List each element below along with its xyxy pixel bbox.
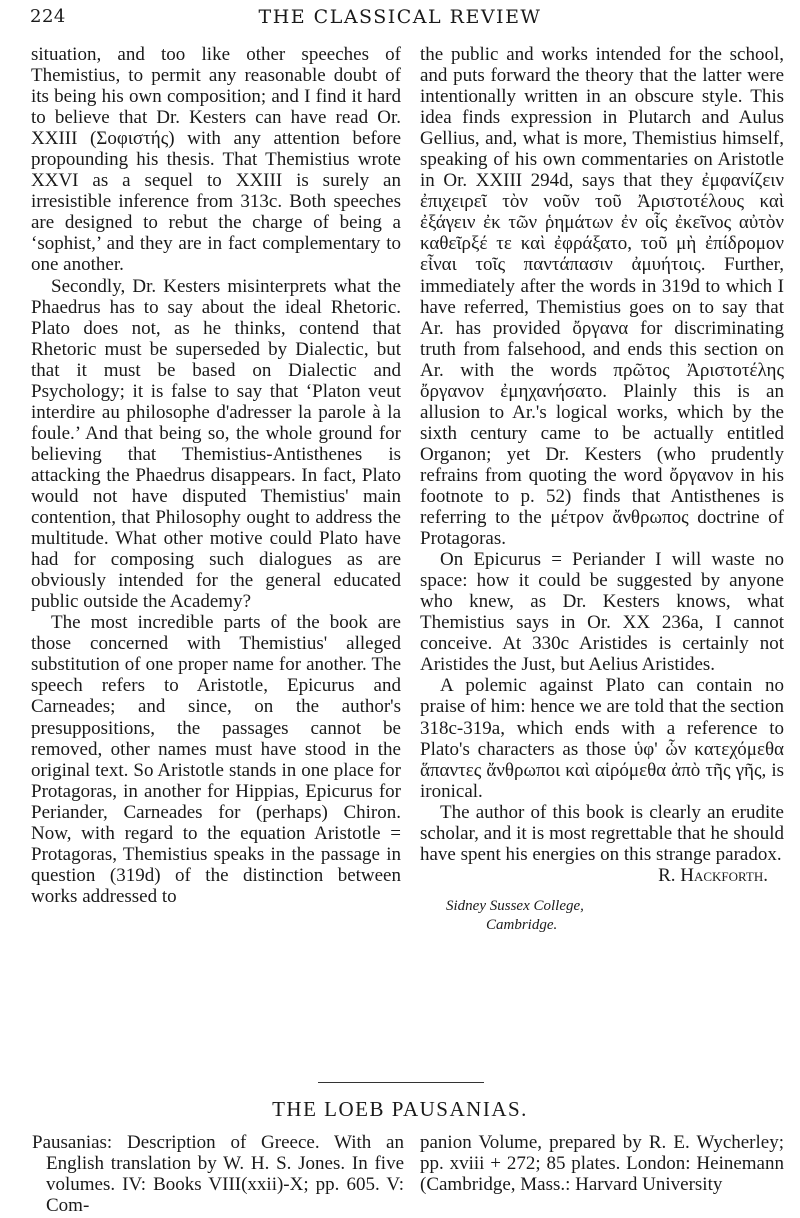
paragraph: Secondly, Dr. Kesters misinterprets what the Phaedrus has to say about the ideal Rhetoric. Plato does not, as he thinks, contend that Rhetoric must be superseded by Dialectic, but that it must be based on Dialectic and Psychology; it is false to say that ‘Platon veut interdire au philosophe d'adresser la parole à la foule.’ And that being so, the whole ground for believing that Themistius-Antisthenes is attacking the Phaedrus disappears. In fact, Plato would not have disputed Themistius' main contention, that Philosophy ought to address the multitude. What other motive could Plato have had for composing such dialogues as are obviously intended for the general educated public outside the Academy?	[31, 275, 401, 613]
review-title: THE LOEB PAUSANIAS.	[272, 1097, 528, 1121]
page-header	[30, 4, 770, 30]
section-divider	[318, 1082, 484, 1083]
review-right-column: panion Volume, prepared by R. E. Wycherley; pp. xviii + 272; 85 plates. London: Heinemann (Cambridge, Mass.: Harvard University	[420, 1132, 784, 1195]
author-affiliation	[420, 897, 784, 935]
paragraph: The most incredible parts of the book are those concerned with Themistius' alleged substitution of one proper name for another. The speech refers to Aristotle, Epicurus and Carneades; and since, on the author's presuppositions, the passages cannot be removed, other names must have stood in the original text. So Aristotle stands in one place for Protagoras, in another for Hippias, Epicurus for Periander, Carneades for (perhaps) Chiron. Now, with regard to the equation Aristotle = Protagoras, Themistius speaks in the passage in question (319d) of the distinction between works addressed to	[31, 612, 401, 907]
affiliation-city: Cambridge.	[486, 916, 558, 933]
paragraph: the public and works intended for the school, and puts forward the theory that the latter were intentionally written in an obscure style. This idea finds expression in Plutarch and Aulus Gellius, and, what is more, Themistius himself, speaking of his own commentaries on Aristotle in Or. XXIII 294d, says that they ἐμφανίζειν ἐπιχειρεῖ τὸν νοῦν τοῦ Ἀριστοτέλους καὶ ἐξάγειν ἐκ τῶν ῥημάτων ἐν οἷς ἐκεῖνος αὐτὸν καθεῖρξέ τε καὶ ἐφράξατο, τοῦ μὴ ἐπίδρομον εἶναι τοῖς παντάπασιν ἀμυήτοις. Further, immediately after the words in 319d to which I have referred, Themistius goes on to say that Ar. has provided ὄργανα for discriminating truth from falsehood, and ends this section on Ar. with the words πρῶτος Ἀριστοτέλης ὄργανον ἐμηχανήσατο. Plainly this is an allusion to Ar.'s logical works, which by the sixth century came to be actually entitled Organon; yet Dr. Kesters (who prudently refrains from quoting the word ὄργανον in his footnote to p. 52) finds that Antisthenes is referring to the μέτρον ἄνθρωπος doctrine of Protagoras.	[420, 44, 784, 550]
paragraph: On Epicurus = Periander I will waste no space: how it could be suggested by anyone who knew, as Dr. Kesters knows, what Themistius says in Or. XX 236a, I cannot conceive. At 330c Aristides is certainly not Aristides the Just, but Aelius Aristides.	[420, 549, 784, 676]
review-left-column: Pausanias: Description of Greece. With an English translation by W. H. S. Jones. In five volumes. IV: Books VIII(xxii)-X; pp. 605. V: Com-	[32, 1132, 404, 1216]
paragraph: situation, and too like other speeches of Themistius, to permit any reasonable doubt of its being his own composition; and I find it hard to believe that Dr. Kesters can have read Or. XXIII (Σοφιστής) with any attention before propounding his thesis. That Themistius wrote XXVI as a sequel to XXIII is surely an irresistible inference from 313c. Both speeches are designed to rebut the charge of being a ‘sophist,’ and they are in fact complementary to one another.	[31, 44, 401, 276]
paragraph: The author of this book is clearly an erudite scholar, and it is most regrettable that he should have spent his energies on this strange paradox.	[420, 801, 784, 865]
author-signature: R. Hackforth.	[658, 864, 768, 886]
article-right-column	[420, 44, 784, 935]
article-left-column	[31, 44, 401, 907]
page-number: 224	[30, 6, 66, 27]
running-title: THE CLASSICAL REVIEW	[258, 6, 542, 28]
affiliation-college: Sidney Sussex College,	[446, 897, 584, 914]
paragraph: A polemic against Plato can contain no praise of him: hence we are told that the section 318c-319a, which ends with a reference to Plato's characters as those ὑφ' ὧν κατεχόμεθα ἅπαντες ἄνθρωποι καὶ αἱρόμεθα ἀπὸ τῆς γῆς, is ironical.	[420, 675, 784, 802]
